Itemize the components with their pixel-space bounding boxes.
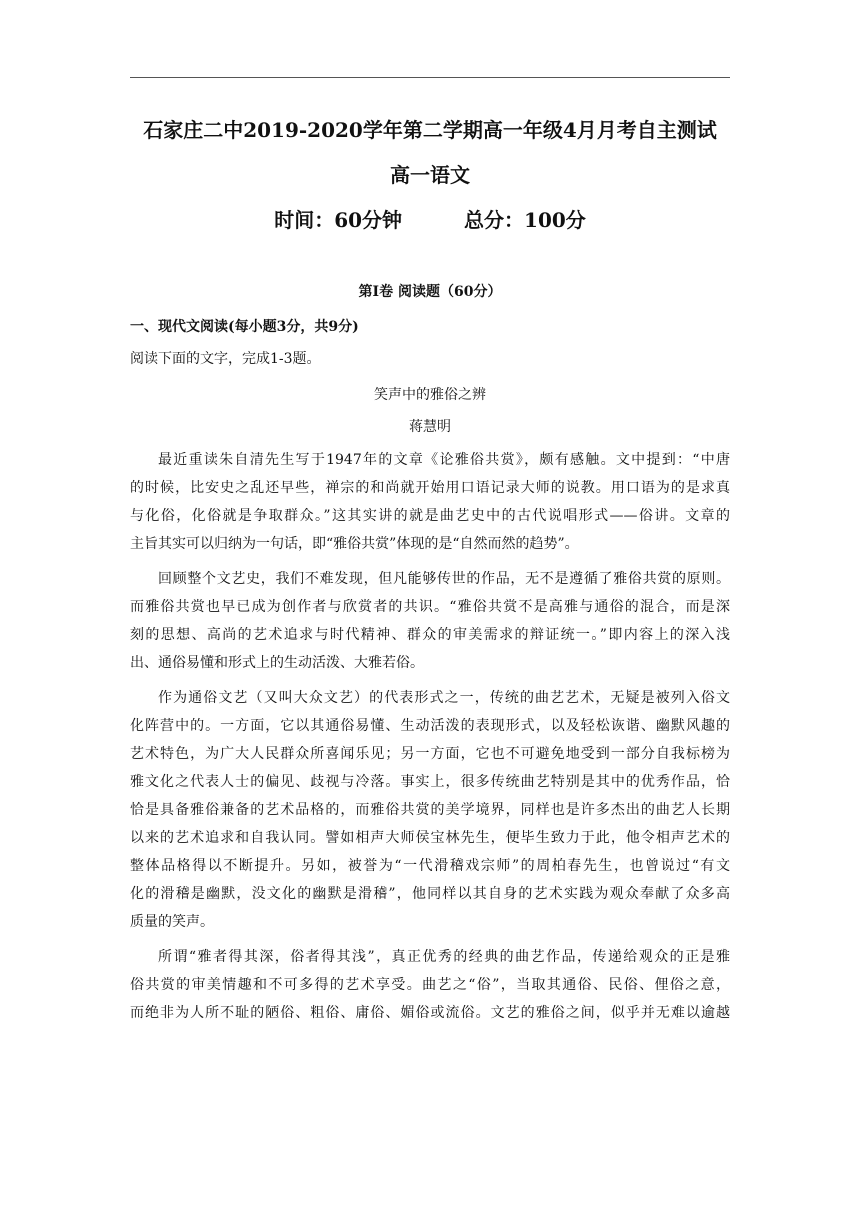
exam-meta (0, 204, 860, 233)
article-line: 主旨其实可以归纳为一句话，即“雅俗共赏”体现的是“自然而然的趋势”。 (130, 536, 579, 552)
article-line: 恰是具备雅俗兼备的艺术品格的，而雅俗共赏的美学境界，同样也是许多杰出的曲艺人长期 (130, 802, 730, 818)
header-rule (130, 77, 730, 78)
article-line: 整体品格得以不断提升。另如，被誉为“一代滑稽戏宗师”的周柏春先生，也曾说过“有文 (130, 858, 730, 874)
article-paragraph (130, 943, 730, 1027)
article-line: 与化俗，化俗就是争取群众。”这其实讲的就是曲艺史中的古代说唱形式——俗讲。文章的 (130, 508, 730, 524)
article-line: 作为通俗文艺（又叫大众文艺）的代表形式之一，传统的曲艺艺术，无疑是被列入俗文 (158, 690, 730, 706)
exam-subject: 高一语文 (390, 163, 470, 187)
reading-instruction: 阅读下面的文字，完成1-3题。 (130, 351, 321, 367)
exam-title: 石家庄二中2019-2020学年第二学期高一年级4月月考自主测试 (143, 118, 717, 142)
article-line: 而雅俗共赏也早已成为创作者与欣赏者的共识。“雅俗共赏不是高雅与通俗的混合，而是深 (130, 599, 730, 615)
article-line: 回顾整个文艺史，我们不难发现，但凡能够传世的作品，无不是遵循了雅俗共赏的原则。 (158, 571, 730, 587)
article-title: 笑声中的雅俗之辨 (374, 387, 486, 403)
article-line: 化阵营中的。一方面，它以其通俗易懂、生动活泼的表现形式，以及轻松诙谐、幽默风趣的 (130, 718, 730, 734)
article-line: 最近重读朱自清先生写于1947年的文章《论雅俗共赏》，颇有感触。文中提到：“中唐 (158, 452, 730, 468)
article-line: 俗共赏的审美情趣和不可多得的艺术享受。曲艺之“俗”，当取其通俗、民俗、俚俗之意， (130, 977, 730, 993)
article-paragraph (130, 565, 730, 677)
exam-total-score: 总分：100分 (464, 208, 586, 232)
article-line: 艺术特色，为广大人民群众所喜闻乐见；另一方面，它也不可避免地受到一部分自我标榜为 (130, 746, 730, 762)
article-line: 所谓“雅者得其深，俗者得其浅”，真正优秀的经典的曲艺作品，传递给观众的正是雅 (158, 949, 730, 965)
article-line: 的时候，比安史之乱还早些，禅宗的和尚就开始用口语记录大师的说教。用口语为的是求真 (130, 480, 730, 496)
article-line: 雅文化之代表人士的偏见、歧视与冷落。事实上，很多传统曲艺特别是其中的优秀作品，恰 (130, 774, 730, 790)
article-line: 以来的艺术追求和自我认同。譬如相声大师侯宝林先生，便毕生致力于此，他令相声艺术的 (130, 830, 730, 846)
article-line: 而绝非为人所不耻的陋俗、粗俗、庸俗、媚俗或流俗。文艺的雅俗之间，似乎并无难以逾越 (130, 1005, 730, 1021)
article-paragraph (130, 684, 730, 936)
article-line: 化的滑稽是幽默，没文化的幽默是滑稽”，他同样以其自身的艺术实践为观众奉献了众多高 (130, 886, 730, 902)
article-author: 蒋慧明 (409, 419, 451, 435)
exam-time: 时间：60分钟 (274, 208, 403, 232)
article-line: 刻的思想、高尚的艺术追求与时代精神、群众的审美需求的辩证统一。”即内容上的深入浅 (130, 627, 730, 643)
article-body (130, 446, 730, 1027)
part-heading: 第Ⅰ卷 阅读题（60分） (358, 284, 502, 300)
article-paragraph (130, 446, 730, 558)
article-line: 质量的笑声。 (130, 914, 214, 930)
article-line: 出、通俗易懂和形式上的生动活泼、大雅若俗。 (130, 655, 424, 671)
section-heading: 一、现代文阅读(每小题3分，共9分) (130, 319, 359, 335)
